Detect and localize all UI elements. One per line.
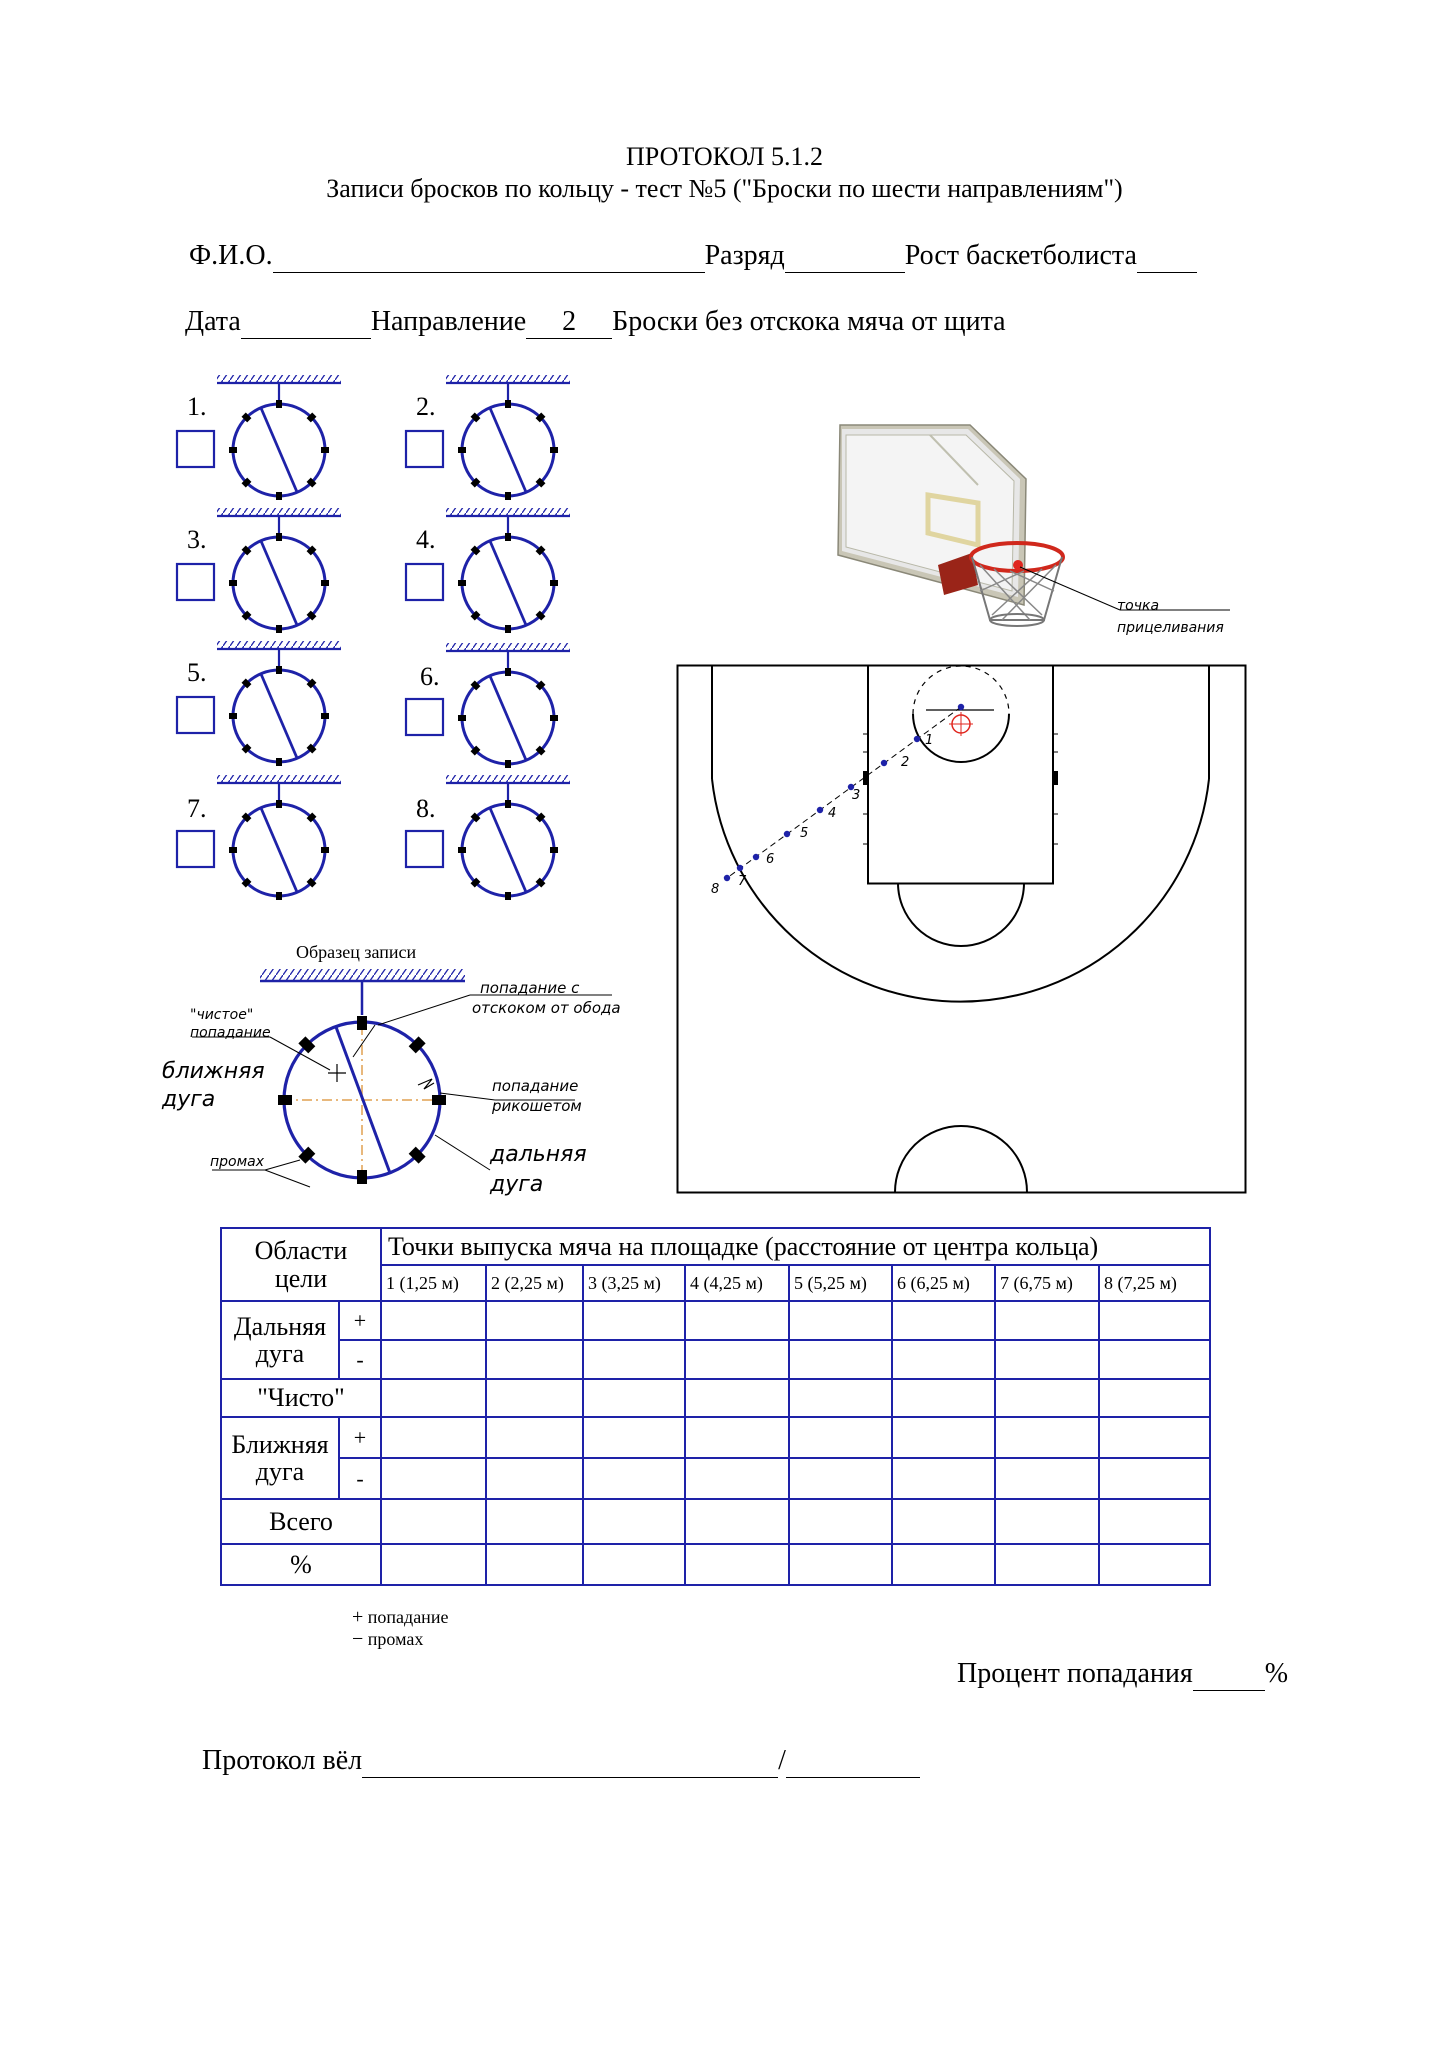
table-cell[interactable]	[789, 1417, 892, 1458]
areas-header: Области цели	[221, 1228, 381, 1301]
court-point-6: 6	[766, 852, 775, 867]
minus-sign: -	[339, 1458, 381, 1499]
table-cell[interactable]	[381, 1301, 486, 1340]
rim-hit-line1: попадание с	[480, 979, 580, 997]
table-cell[interactable]	[789, 1544, 892, 1585]
direction-label: Направление	[370, 306, 527, 337]
far-arc-line1: дальняя	[490, 1142, 587, 1167]
release-header: Точки выпуска мяча на площадке (расстояние от центра кольца)	[381, 1228, 1210, 1265]
recorded-by-field[interactable]	[362, 1745, 778, 1778]
table-row	[221, 1499, 1210, 1544]
table-row	[221, 1379, 1210, 1417]
table-row	[221, 1340, 1210, 1379]
table-cell[interactable]	[381, 1379, 486, 1417]
table-cell[interactable]	[685, 1458, 789, 1499]
hit-percent-suffix: %	[1264, 1658, 1289, 1689]
table-cell[interactable]	[892, 1499, 995, 1544]
table-cell[interactable]	[1099, 1417, 1210, 1458]
legend-plus-text: попадание	[367, 1607, 449, 1627]
page-subtitle: Записи бросков по кольцу - тест №5 ("Броски по шести направлениям")	[326, 174, 1123, 203]
table-cell[interactable]	[789, 1379, 892, 1417]
hit-percent-field[interactable]	[1193, 1658, 1265, 1691]
ring-number-6: 6.	[420, 662, 440, 691]
far-arc-line2: дуга	[490, 1172, 544, 1197]
table-cell[interactable]	[995, 1544, 1099, 1585]
court-point-3: 3	[852, 788, 861, 803]
table-cell[interactable]	[583, 1499, 685, 1544]
miss-label: промах	[210, 1154, 265, 1170]
table-cell[interactable]	[486, 1458, 583, 1499]
plus-sign: +	[339, 1417, 381, 1458]
table-cell[interactable]	[381, 1544, 486, 1585]
table-cell[interactable]	[995, 1301, 1099, 1340]
court-diagram	[676, 664, 1248, 1196]
recorded-by-line	[202, 1745, 920, 1778]
table-cell[interactable]	[892, 1301, 995, 1340]
results-table	[220, 1227, 1211, 1586]
table-cell[interactable]	[381, 1499, 486, 1544]
rim-hit-line2: отскоком от обода	[472, 999, 621, 1017]
table-cell[interactable]	[583, 1379, 685, 1417]
ring-number-1: 1.	[187, 392, 207, 421]
near-arc-row-label: Ближняя дуга	[221, 1417, 339, 1499]
table-cell[interactable]	[1099, 1379, 1210, 1417]
table-cell[interactable]	[486, 1544, 583, 1585]
court-point-2: 2	[901, 755, 910, 770]
table-cell[interactable]	[1099, 1544, 1210, 1585]
aim-line1: точка	[1117, 598, 1160, 614]
table-cell[interactable]	[583, 1417, 685, 1458]
table-cell[interactable]	[685, 1340, 789, 1379]
aim-point-label	[1117, 595, 1224, 639]
clean-hit-line1: "чистое"	[190, 1007, 254, 1023]
table-cell[interactable]	[685, 1379, 789, 1417]
table-cell[interactable]	[789, 1340, 892, 1379]
hit-percent-line	[957, 1658, 1288, 1691]
column-header: 1 (1,25 м)	[381, 1265, 486, 1301]
ring-number-3: 3.	[187, 525, 207, 554]
sample-title: Образец записи	[296, 942, 417, 962]
direction-field[interactable]: 2	[526, 306, 612, 339]
table-cell[interactable]	[892, 1417, 995, 1458]
date-label: Дата	[185, 306, 241, 337]
table-cell[interactable]	[486, 1301, 583, 1340]
court-point-5: 5	[800, 826, 809, 841]
ricochet-label	[492, 1076, 582, 1116]
table-cell[interactable]	[995, 1458, 1099, 1499]
table-cell[interactable]	[995, 1499, 1099, 1544]
ring-number-8: 8.	[416, 794, 436, 823]
height-label: Рост баскетболиста	[904, 240, 1137, 271]
table-row	[221, 1417, 1210, 1458]
table-cell[interactable]	[583, 1340, 685, 1379]
table-cell[interactable]	[583, 1458, 685, 1499]
plus-sign: +	[339, 1301, 381, 1340]
total-row-label: Всего	[221, 1499, 381, 1544]
column-header: 5 (5,25 м)	[789, 1265, 892, 1301]
table-cell[interactable]	[892, 1544, 995, 1585]
far-arc-label	[490, 1140, 587, 1200]
recorded-by-separator: /	[778, 1745, 786, 1776]
court-point-1: 1	[925, 733, 934, 748]
table-cell[interactable]	[381, 1340, 486, 1379]
rank-label: Разряд	[704, 240, 785, 271]
table-cell[interactable]	[583, 1301, 685, 1340]
clean-row-label: "Чисто"	[221, 1379, 381, 1417]
table-row	[221, 1301, 1210, 1340]
recorded-by-label: Протокол вёл	[202, 1745, 363, 1776]
table-cell[interactable]	[381, 1458, 486, 1499]
court-point-4: 4	[828, 806, 837, 821]
table-cell[interactable]	[685, 1544, 789, 1585]
table-cell[interactable]	[486, 1417, 583, 1458]
legend-plus-sign: +	[352, 1606, 364, 1628]
aim-line2: прицеливания	[1117, 620, 1224, 636]
column-header: 8 (7,25 м)	[1099, 1265, 1210, 1301]
table-cell[interactable]	[1099, 1301, 1210, 1340]
table-row	[221, 1458, 1210, 1499]
ring-number-7: 7.	[187, 794, 207, 823]
table-cell[interactable]	[995, 1379, 1099, 1417]
recorded-by-date-field[interactable]	[786, 1745, 920, 1778]
shot-type: Броски без отскока мяча от щита	[612, 306, 1006, 337]
ricochet-line1: попадание	[492, 1077, 579, 1095]
clean-hit-line2: попадание	[190, 1025, 271, 1041]
column-header: 2 (2,25 м)	[486, 1265, 583, 1301]
page-title: ПРОТОКОЛ 5.1.2	[626, 142, 823, 171]
table-row	[221, 1544, 1210, 1585]
table-cell[interactable]	[1099, 1458, 1210, 1499]
table-cell[interactable]	[1099, 1340, 1210, 1379]
legend-minus-sign: −	[352, 1628, 364, 1650]
clean-hit-label	[190, 1006, 271, 1042]
table-cell[interactable]	[789, 1458, 892, 1499]
ring-number-2: 2.	[416, 392, 436, 421]
table-cell[interactable]	[892, 1458, 995, 1499]
table-cell[interactable]	[486, 1340, 583, 1379]
percent-row-label: %	[221, 1544, 381, 1585]
near-arc-line1: ближняя	[162, 1059, 265, 1084]
table-cell[interactable]	[381, 1417, 486, 1458]
fio-label: Ф.И.О.	[189, 240, 273, 271]
court-point-8: 8	[711, 882, 720, 897]
ring-number-5: 5.	[187, 658, 207, 687]
table-cell[interactable]	[789, 1301, 892, 1340]
hit-percent-label: Процент попадания	[957, 1658, 1193, 1689]
table-header-row	[221, 1228, 1210, 1265]
column-header: 3 (3,25 м)	[583, 1265, 685, 1301]
near-arc-label	[162, 1058, 265, 1114]
table-cell[interactable]	[685, 1417, 789, 1458]
column-header: 6 (6,25 м)	[892, 1265, 995, 1301]
ricochet-line2: рикошетом	[492, 1097, 582, 1115]
table-cell[interactable]	[486, 1379, 583, 1417]
table-cell[interactable]	[995, 1417, 1099, 1458]
table-cell[interactable]	[995, 1340, 1099, 1379]
table-cell[interactable]	[583, 1544, 685, 1585]
table-cell[interactable]	[685, 1301, 789, 1340]
table-cell[interactable]	[892, 1340, 995, 1379]
column-header: 7 (6,75 м)	[995, 1265, 1099, 1301]
legend	[352, 1606, 448, 1650]
legend-minus-text: промах	[367, 1629, 424, 1649]
table-cell[interactable]	[486, 1499, 583, 1544]
court-point-7: 7	[738, 874, 747, 889]
far-arc-row-label: Дальняя дуга	[221, 1301, 339, 1379]
column-header: 4 (4,25 м)	[685, 1265, 789, 1301]
near-arc-line2: дуга	[162, 1087, 216, 1112]
ring-number-4: 4.	[416, 525, 436, 554]
table-cell[interactable]	[685, 1499, 789, 1544]
minus-sign: -	[339, 1340, 381, 1379]
rim-hit-label	[472, 978, 621, 1018]
table-cell[interactable]	[1099, 1499, 1210, 1544]
table-cell[interactable]	[789, 1499, 892, 1544]
table-cell[interactable]	[892, 1379, 995, 1417]
